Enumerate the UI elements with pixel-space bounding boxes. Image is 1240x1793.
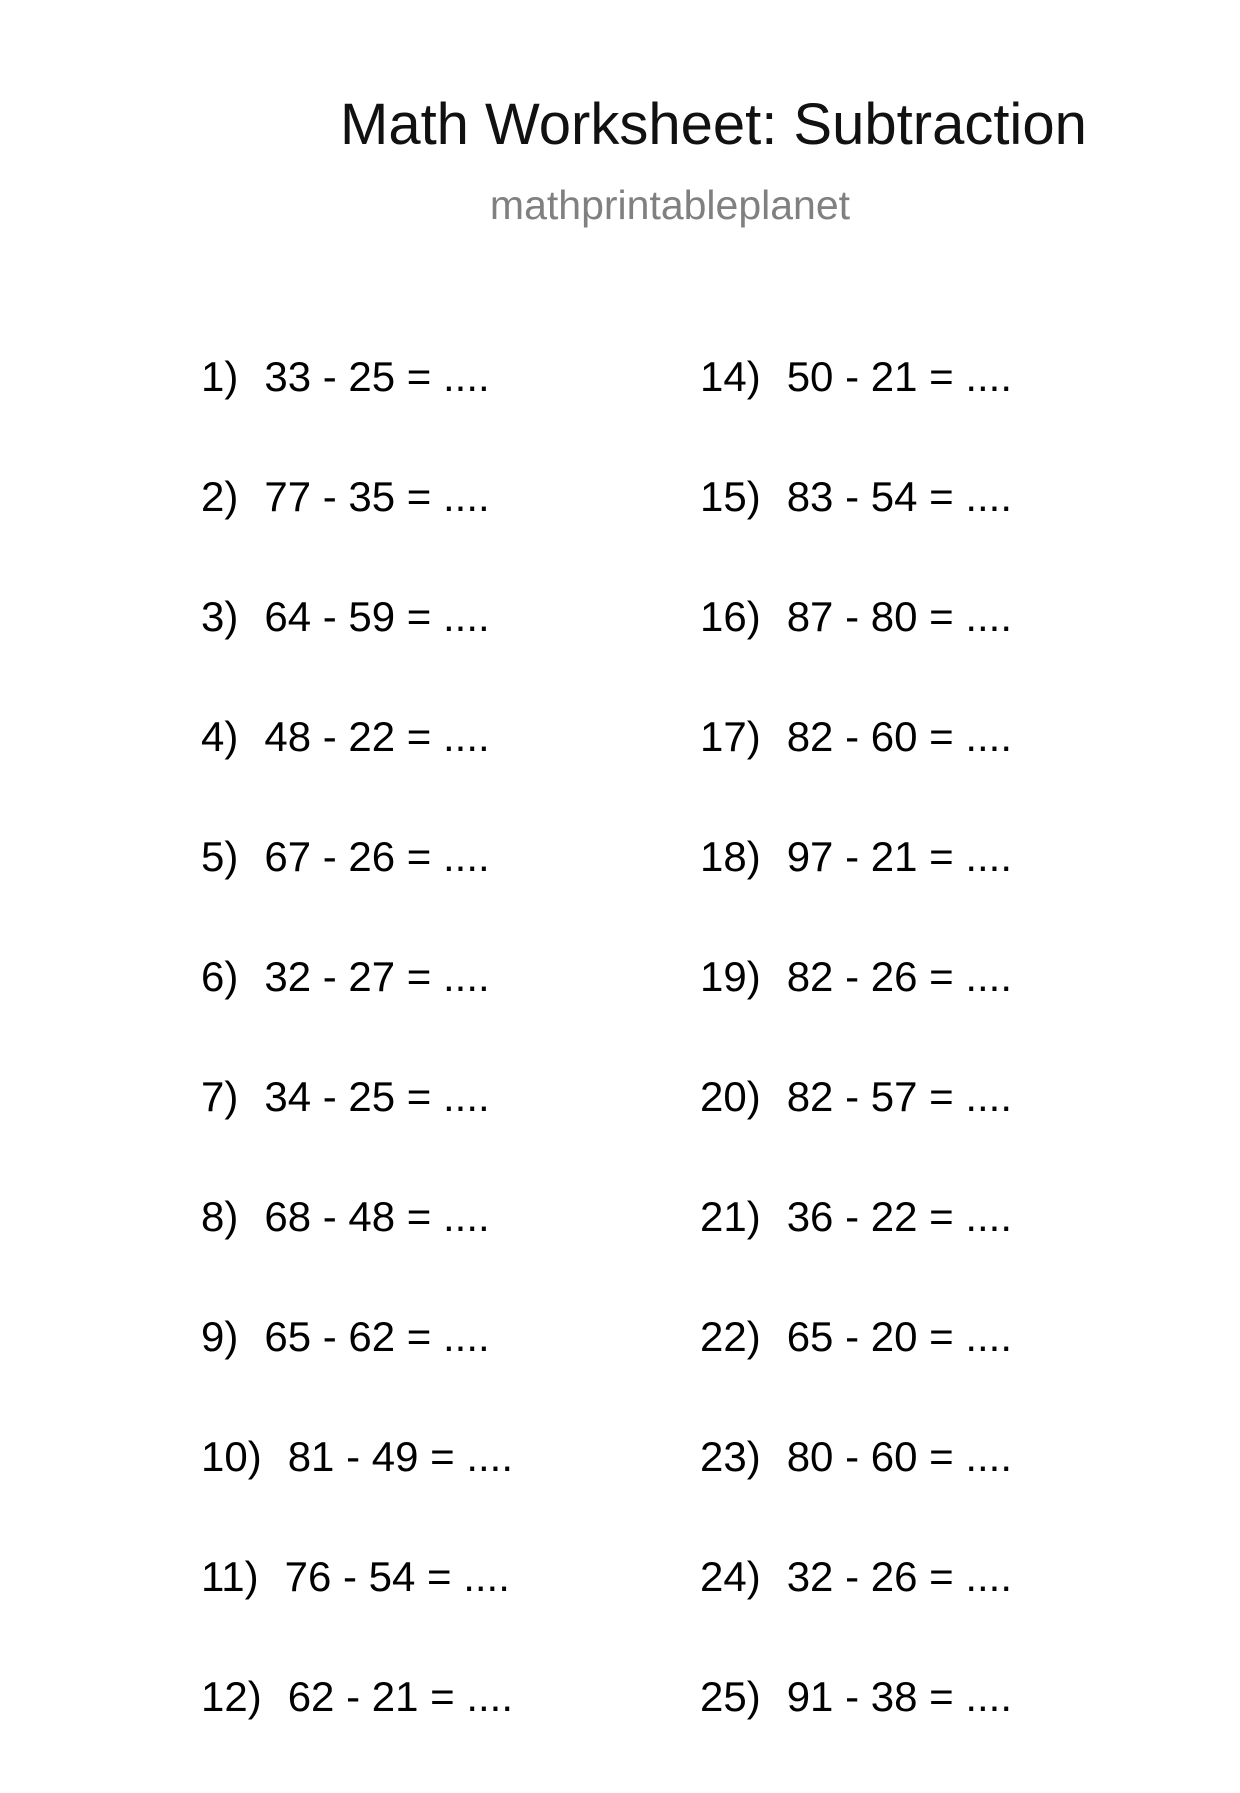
problem-number: 9) xyxy=(201,1313,239,1360)
problem-item xyxy=(700,833,1012,953)
problem-item xyxy=(700,473,1012,593)
problem-item xyxy=(700,353,1012,473)
problem-expression: 64 - 59 = .... xyxy=(264,593,490,640)
problem-number: 7) xyxy=(201,1073,239,1120)
problem-number: 2) xyxy=(201,473,239,520)
problem-number: 4) xyxy=(201,713,239,760)
problem-item xyxy=(201,593,513,713)
problem-number: 23) xyxy=(700,1433,761,1480)
problem-expression: 82 - 26 = .... xyxy=(786,953,1013,1000)
problem-number: 11) xyxy=(201,1553,259,1600)
problem-item xyxy=(201,953,513,1073)
problem-number: 12) xyxy=(201,1673,262,1720)
problem-expression: 36 - 22 = .... xyxy=(786,1193,1013,1240)
problem-column-left xyxy=(201,353,513,1793)
problem-number: 17) xyxy=(700,713,761,760)
problem-expression: 83 - 54 = .... xyxy=(786,473,1013,520)
problem-item xyxy=(201,1553,513,1673)
problem-item xyxy=(700,593,1012,713)
problem-number: 21) xyxy=(700,1193,761,1240)
problem-item xyxy=(700,1193,1012,1313)
problem-number: 16) xyxy=(700,593,761,640)
problem-expression: 76 - 54 = .... xyxy=(284,1553,510,1600)
problem-item xyxy=(201,833,513,953)
problem-expression: 32 - 26 = .... xyxy=(786,1553,1013,1600)
problem-expression: 65 - 62 = .... xyxy=(264,1313,490,1360)
problem-item xyxy=(201,1433,513,1553)
problem-expression: 81 - 49 = .... xyxy=(287,1433,514,1480)
problem-item xyxy=(201,353,513,473)
problem-item xyxy=(700,953,1012,1073)
problem-number: 10) xyxy=(201,1433,262,1480)
problem-item xyxy=(700,1673,1012,1793)
problem-expression: 33 - 25 = .... xyxy=(264,353,490,400)
problem-item xyxy=(201,473,513,593)
problem-number: 20) xyxy=(700,1073,761,1120)
problem-item xyxy=(201,1673,513,1793)
worksheet-source: mathprintableplanet xyxy=(489,182,851,228)
problem-number: 18) xyxy=(700,833,761,880)
problem-expression: 77 - 35 = .... xyxy=(264,473,490,520)
problem-expression: 65 - 20 = .... xyxy=(786,1313,1013,1360)
problem-number: 1) xyxy=(201,353,239,400)
problem-expression: 34 - 25 = .... xyxy=(264,1073,490,1120)
problem-item xyxy=(700,1433,1012,1553)
problem-expression: 91 - 38 = .... xyxy=(786,1673,1013,1720)
problem-number: 22) xyxy=(700,1313,761,1360)
problem-expression: 48 - 22 = .... xyxy=(264,713,490,760)
problem-number: 6) xyxy=(201,953,239,1000)
problem-expression: 32 - 27 = .... xyxy=(264,953,490,1000)
problem-expression: 68 - 48 = .... xyxy=(264,1193,490,1240)
problem-item xyxy=(201,1193,513,1313)
problem-number: 24) xyxy=(700,1553,761,1600)
problem-number: 8) xyxy=(201,1193,239,1240)
problem-item xyxy=(700,713,1012,833)
problem-expression: 50 - 21 = .... xyxy=(786,353,1013,400)
problem-number: 5) xyxy=(201,833,239,880)
problem-expression: 82 - 57 = .... xyxy=(786,1073,1013,1120)
problem-item xyxy=(700,1073,1012,1193)
problem-expression: 87 - 80 = .... xyxy=(786,593,1013,640)
problem-column-right xyxy=(700,353,1012,1793)
worksheet-title: Math Worksheet: Subtraction xyxy=(340,92,1087,157)
problem-number: 19) xyxy=(700,953,761,1000)
problem-expression: 62 - 21 = .... xyxy=(287,1673,514,1720)
problem-expression: 80 - 60 = .... xyxy=(786,1433,1013,1480)
problem-expression: 82 - 60 = .... xyxy=(786,713,1013,760)
problem-item xyxy=(700,1313,1012,1433)
problem-expression: 67 - 26 = .... xyxy=(264,833,490,880)
problem-number: 15) xyxy=(700,473,761,520)
problem-item xyxy=(201,713,513,833)
problem-number: 25) xyxy=(700,1673,761,1720)
problem-expression: 97 - 21 = .... xyxy=(786,833,1013,880)
problem-item xyxy=(201,1313,513,1433)
problem-item xyxy=(201,1073,513,1193)
problem-item xyxy=(700,1553,1012,1673)
problem-number: 3) xyxy=(201,593,239,640)
problem-number: 14) xyxy=(700,353,761,400)
